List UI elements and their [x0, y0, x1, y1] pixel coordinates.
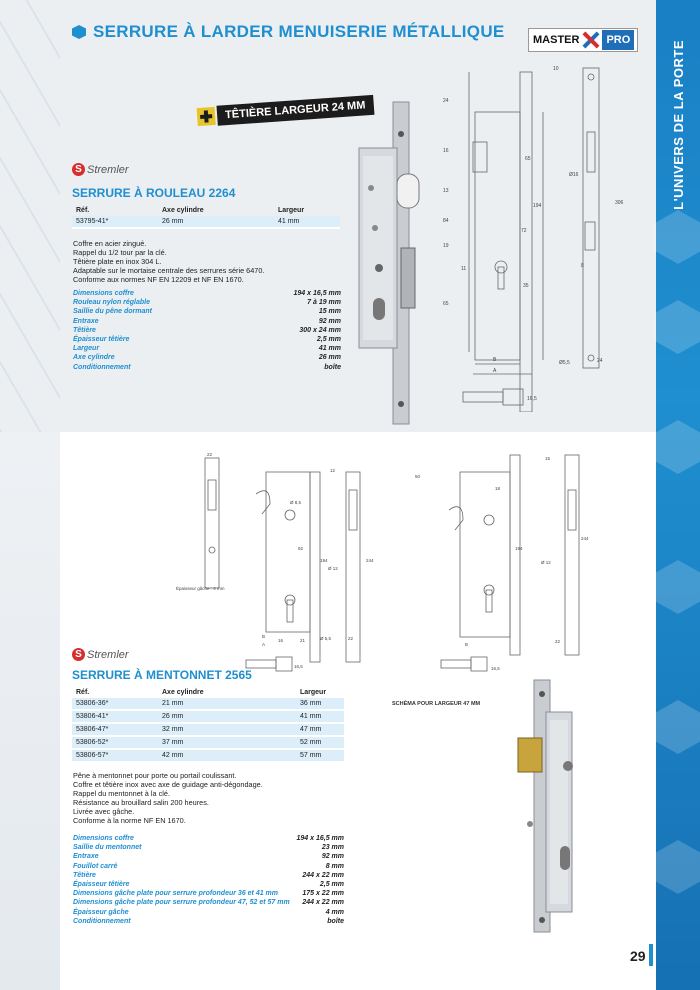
plus-icon	[197, 107, 216, 126]
svg-text:16: 16	[278, 638, 284, 643]
svg-text:21: 21	[300, 638, 306, 643]
svg-text:A: A	[262, 642, 266, 647]
spec-row: Épaisseur têtière 2,5 mm	[73, 335, 341, 343]
svg-text:244: 244	[581, 536, 589, 541]
product-title: SERRURE À MENTONNET 2565	[72, 668, 252, 682]
svg-text:50: 50	[415, 474, 421, 479]
svg-text:12: 12	[330, 468, 336, 473]
page-number: 29	[630, 948, 646, 964]
stremler-s-icon: S	[72, 648, 85, 661]
hook-lock-photo	[510, 676, 580, 936]
svg-text:22: 22	[348, 636, 354, 641]
table-row[interactable]: 53795-41* 26 mm 41 mm	[72, 216, 340, 228]
svg-text:Ø5,5: Ø5,5	[559, 360, 570, 366]
roller-lock-drawing	[433, 62, 655, 412]
svg-text:24: 24	[443, 98, 449, 104]
master-pro-logo: MASTER PRO	[528, 28, 638, 52]
svg-text:92: 92	[298, 546, 304, 551]
spec-row: Dimensions coffre 194 x 16,5 mm	[73, 835, 344, 842]
hook-lock-drawing-wide	[405, 450, 605, 680]
spec-row: Conditionnement boîte	[73, 917, 344, 925]
svg-text:16,5: 16,5	[527, 396, 537, 402]
svg-text:16,5: 16,5	[294, 664, 303, 669]
svg-text:Ø 5,5: Ø 5,5	[320, 636, 332, 641]
svg-text:Ø 12: Ø 12	[328, 566, 338, 571]
spec-list	[73, 834, 344, 926]
svg-text:72: 72	[521, 228, 527, 234]
svg-text:19: 19	[443, 243, 449, 249]
spec-row: Têtière 300 x 24 mm	[73, 326, 341, 334]
reference-table: Réf. Axe cylindre Largeur 53806-36* 21 mm 36 mm 53806-41* 26 mm 41 mm 53806-47* 32 mm 47 mm 53806-52* 37 mm 52 mm 53806-57* 42 mm 57 mm	[72, 687, 344, 763]
svg-text:35: 35	[523, 283, 529, 289]
svg-text:13: 13	[443, 188, 449, 194]
schema-note: SCHÉMA POUR LARGEUR 47 MM	[392, 701, 481, 707]
spec-list	[73, 289, 341, 372]
svg-text:Épaisseur gâche : 4 mm: Épaisseur gâche : 4 mm	[176, 586, 225, 591]
spec-row: Épaisseur gâche 4 mm	[73, 908, 344, 916]
svg-text:194: 194	[515, 546, 523, 551]
spec-row: Dimensions gâche plate pour serrure profondeur 47, 52 et 57 mm 244 x 22 mm	[73, 899, 344, 907]
stremler-s-icon: S	[72, 163, 85, 176]
spec-row: Dimensions coffre 194 x 16,5 mm	[73, 290, 341, 297]
reference-table: Réf. Axe cylindre Largeur 53795-41* 26 mm 41 mm	[72, 205, 340, 229]
spec-row: Saillie du mentonnet 23 mm	[73, 844, 344, 852]
spec-row: Rouleau nylon réglable 7 à 19 mm	[73, 299, 341, 307]
svg-text:194: 194	[320, 558, 328, 563]
hook-lock-drawing-narrow	[170, 450, 380, 690]
svg-text:306: 306	[615, 200, 624, 206]
side-tab-label[interactable]: L'UNIVERS DE LA PORTE	[670, 40, 686, 210]
page-title: SERRURE À LARDER MENUISERIE MÉTALLIQUE	[72, 22, 505, 42]
feature-badge: TÊTIÈRE LARGEUR 24 MM	[197, 95, 375, 127]
svg-text:22: 22	[207, 452, 213, 457]
svg-text:65: 65	[443, 301, 449, 307]
spec-row: Largeur 41 mm	[73, 345, 341, 353]
svg-text:B: B	[262, 634, 266, 639]
left-decor-strip	[0, 432, 60, 990]
table-row[interactable]: 53806-57* 42 mm 57 mm	[72, 749, 344, 762]
svg-text:8: 8	[581, 263, 584, 269]
svg-text:16: 16	[443, 148, 449, 154]
svg-text:65: 65	[525, 156, 531, 162]
svg-text:15: 15	[545, 456, 551, 461]
product-description: Pêne à mentonnet pour porte ou portail coulissant. Coffre et têtière inox avec axe de guidage anti-dégondage. Rappel du mentonnet à la clé. Résistance au brouillard salin 200 heures. Livrée avec gâche. Conforme à la norme NF EN 1670.	[73, 771, 263, 825]
product-title: SERRURE À ROULEAU 2264	[72, 186, 236, 200]
svg-text:244: 244	[366, 558, 374, 563]
spec-row: Dimensions gâche plate pour serrure profondeur 36 et 41 mm 175 x 22 mm	[73, 890, 344, 898]
svg-text:Ø 8,5: Ø 8,5	[290, 500, 302, 505]
spec-row: Conditionnement boîte	[73, 363, 341, 371]
svg-text:A: A	[493, 368, 497, 374]
svg-text:11: 11	[461, 266, 467, 272]
spec-row: Fouillot carré 8 mm	[73, 862, 344, 870]
table-row[interactable]: 53806-41* 26 mm 41 mm	[72, 710, 344, 723]
spec-row: Têtière 244 x 22 mm	[73, 871, 344, 879]
svg-text:22: 22	[555, 639, 561, 644]
page-number-bar	[649, 944, 653, 966]
svg-text:18: 18	[495, 486, 501, 491]
roller-lock-photo	[355, 98, 425, 428]
svg-text:194: 194	[533, 203, 542, 209]
table-row[interactable]: 53806-52* 37 mm 52 mm	[72, 736, 344, 749]
table-row[interactable]: 53806-36* 21 mm 36 mm	[72, 698, 344, 710]
spec-row: Entraxe 92 mm	[73, 317, 341, 325]
table-row[interactable]: 53806-47* 32 mm 47 mm	[72, 723, 344, 736]
svg-text:Ø 12: Ø 12	[541, 560, 551, 565]
spec-row: Saillie du pêne dormant 15 mm	[73, 308, 341, 316]
svg-text:B: B	[493, 357, 497, 363]
spec-row: Entraxe 92 mm	[73, 853, 344, 861]
svg-text:16,5: 16,5	[491, 666, 500, 671]
svg-text:24: 24	[597, 358, 603, 364]
brand-logo: S Stremler	[72, 163, 129, 176]
svg-text:B: B	[465, 642, 469, 647]
product-description: Coffre en acier zingué. Rappel du 1/2 tour par la clé. Têtière plate en inox 304 L. Adaptable sur le mortaise centrale des serrures série 6470. Conforme aux normes NF EN 12209 et NF EN 1670.	[73, 239, 265, 284]
logo-x-icon	[582, 31, 600, 49]
svg-text:10: 10	[553, 66, 559, 72]
svg-text:Ø16: Ø16	[569, 172, 579, 178]
brand-logo: S Stremler	[72, 648, 129, 661]
svg-text:84: 84	[443, 218, 449, 224]
hexagon-bullet-icon	[72, 25, 86, 39]
spec-row: Épaisseur têtière 2,5 mm	[73, 880, 344, 888]
spec-row: Axe cylindre 26 mm	[73, 354, 341, 362]
